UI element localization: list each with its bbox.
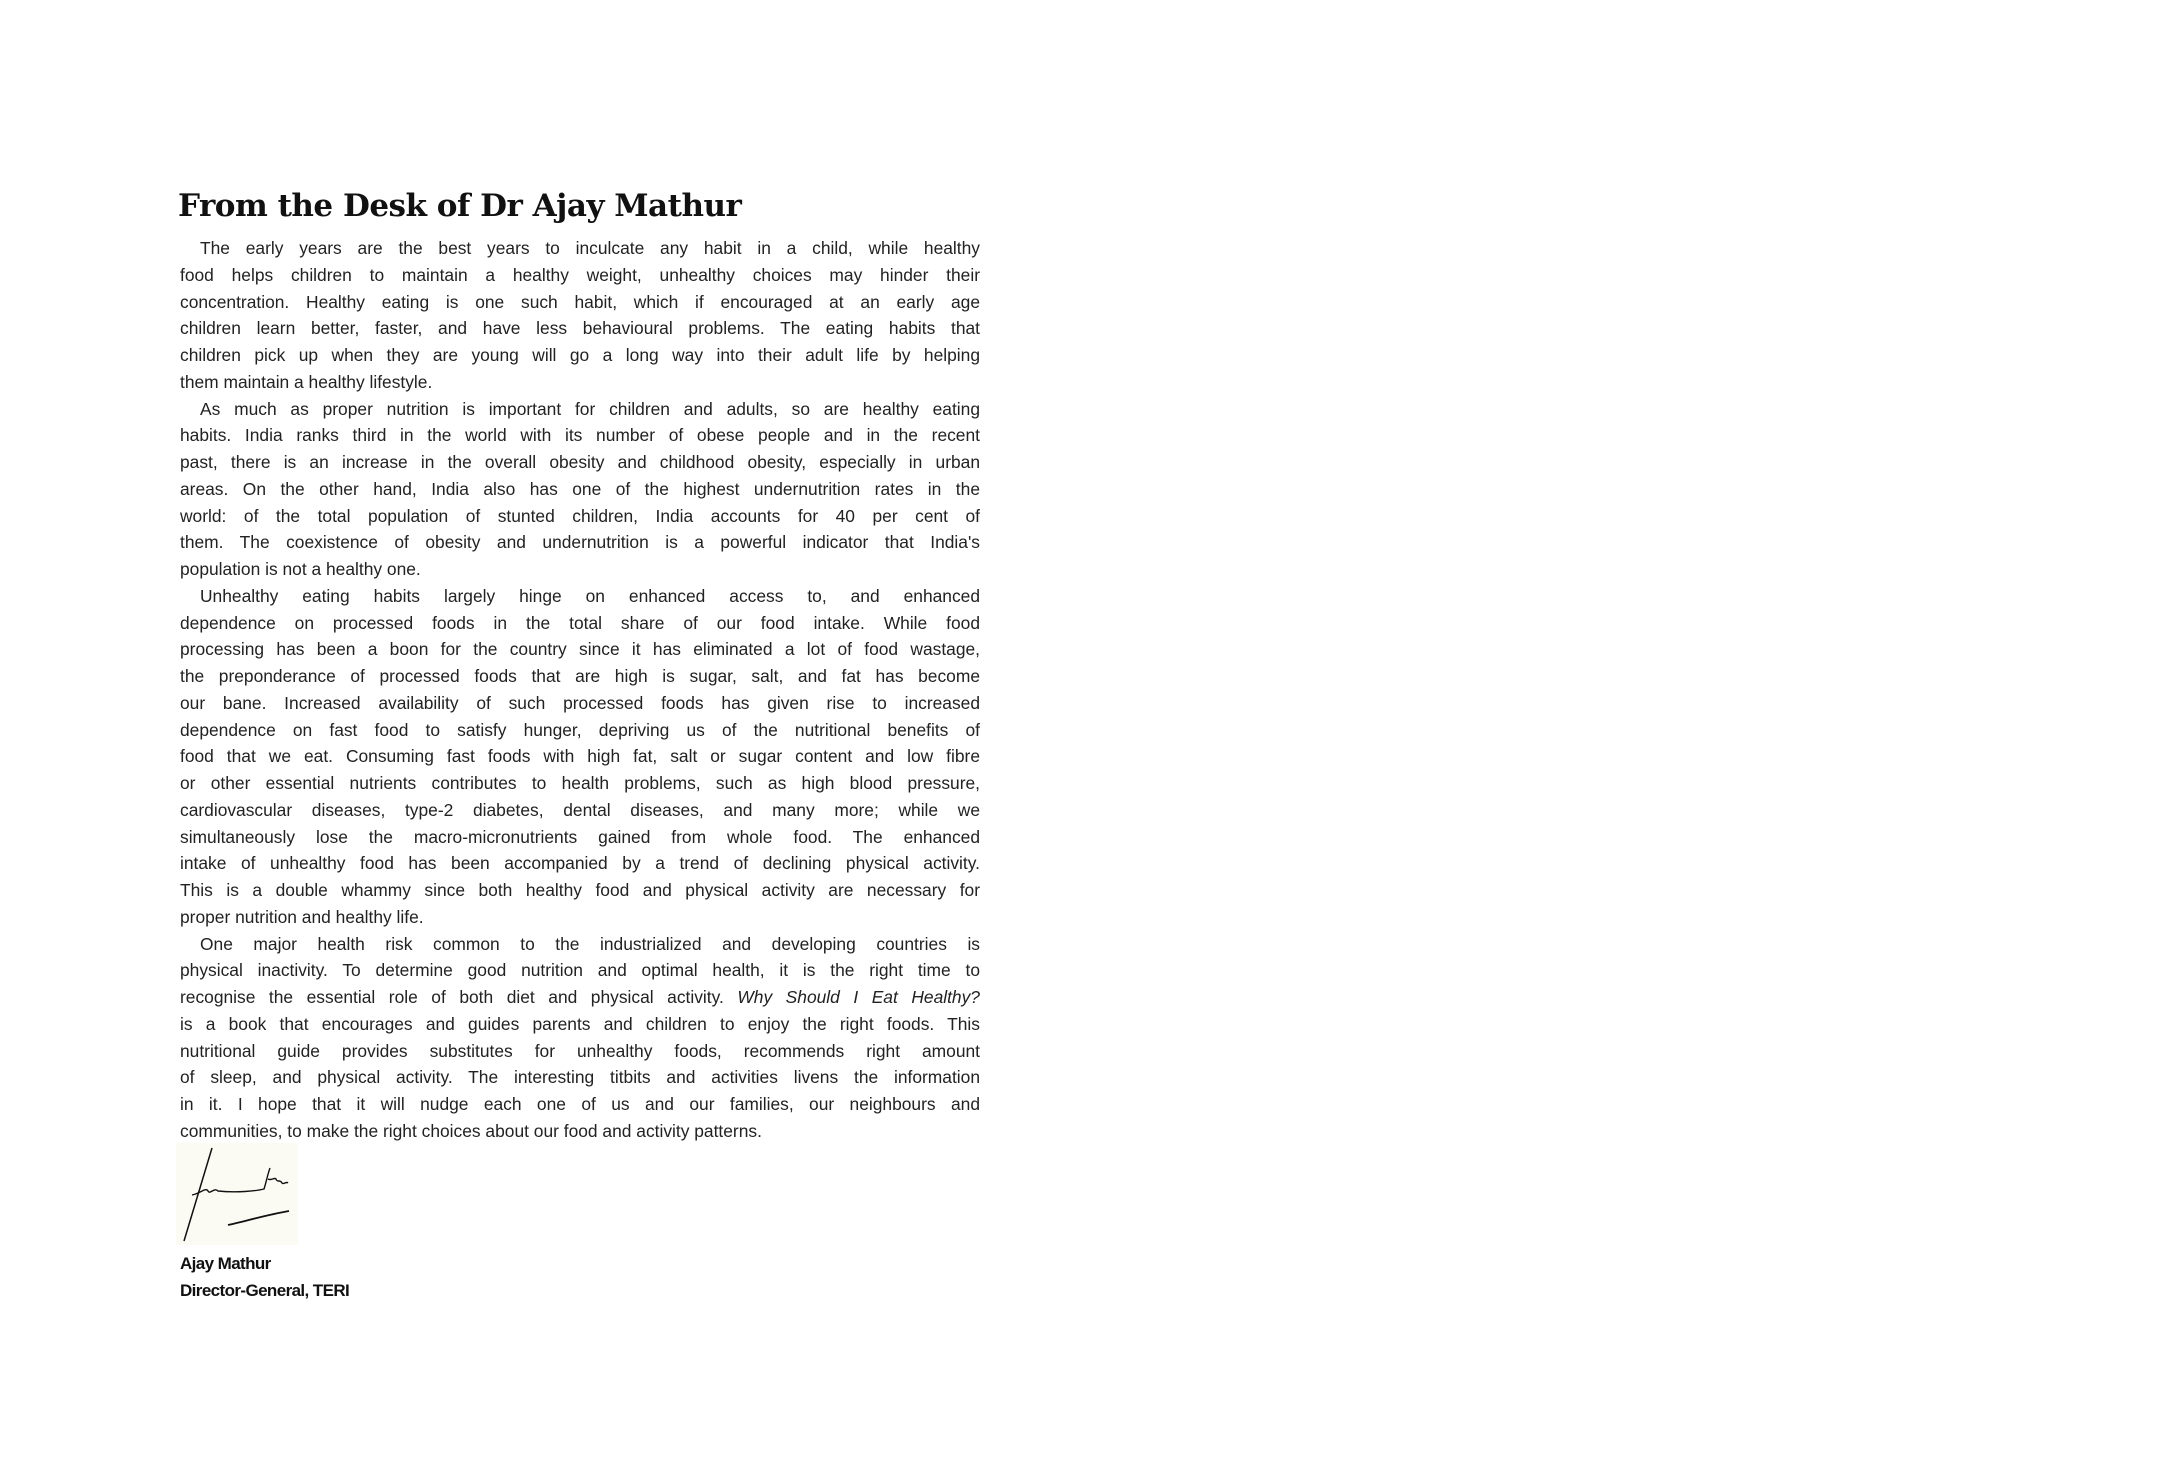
signatory-title: Director-General, TERI (180, 1281, 350, 1300)
text-line: children pick up when they are young will go a long way into their adult life by helping (180, 345, 980, 365)
text-line: them maintain a healthy lifestyle. (180, 371, 433, 392)
text-line (180, 984, 980, 1011)
text-line: our bane. Increased availability of such processed foods has given rise to increased (180, 692, 980, 713)
handwritten-signature-icon (176, 1143, 298, 1245)
text-line: world: of the total population of stunted children, India accounts for 40 per cent of (180, 505, 980, 526)
text-line: or other essential nutrients contributes to health problems, such as high blood pressure, (180, 773, 980, 793)
signature-image (176, 1143, 298, 1245)
text-line: dependence on processed foods in the total share of our food intake. While food (180, 612, 980, 633)
book-title: Why Should I Eat Healthy? (737, 987, 980, 1007)
text-line: children learn better, faster, and have less behavioural problems. The eating habits that (180, 318, 980, 339)
letter-body (180, 235, 980, 1145)
text-line: communities, to make the right choices about our food and activity patterns. (180, 1120, 762, 1141)
text-line: The early years are the best years to inculcate any habit in a child, while healthy (200, 238, 980, 258)
text-line: nutritional guide provides substitutes for unhealthy foods, recommends right amount (180, 1040, 980, 1061)
text-line: them. The coexistence of obesity and undernutrition is a powerful indicator that India's (180, 532, 980, 553)
text-line: processing has been a boon for the country since it has eliminated a lot of food wastage, (180, 639, 980, 660)
text-line: proper nutrition and healthy life. (180, 906, 424, 927)
text-line: One major health risk common to the industrialized and developing countries is (200, 933, 980, 954)
text-line: habits. India ranks third in the world with its number of obese people and in the recent (180, 425, 980, 446)
text-line: cardiovascular diseases, type-2 diabetes, dental diseases, and many more; while we (180, 799, 980, 820)
text-line: concentration. Healthy eating is one such habit, which if encouraged at an early age (180, 291, 980, 312)
text-line: in it. I hope that it will nudge each one of us and our families, our neighbours and (180, 1094, 980, 1114)
text-line: is a book that encourages and guides parents and children to enjoy the right foods. This (180, 1013, 980, 1034)
signatory-name: Ajay Mathur (180, 1254, 271, 1273)
text-line: This is a double whammy since both healthy food and physical activity are necessary for (180, 880, 980, 900)
text-line: past, there is an increase in the overall obesity and childhood obesity, especially in urban (180, 452, 980, 472)
text-line: physical inactivity. To determine good nutrition and optimal health, it is the right time to (180, 960, 980, 981)
text-line: food that we eat. Consuming fast foods with high fat, salt or sugar content and low fibre (180, 746, 980, 767)
text-line: food helps children to maintain a healthy weight, unhealthy choices may hinder their (180, 264, 980, 285)
text-line: of sleep, and physical activity. The interesting titbits and activities livens the information (180, 1067, 980, 1088)
text-line: the preponderance of processed foods that are high is sugar, salt, and fat has become (180, 666, 980, 686)
text-line: simultaneously lose the macro-micronutrients gained from whole food. The enhanced (180, 826, 980, 847)
text-line: intake of unhealthy food has been accompanied by a trend of declining physical activity. (180, 853, 980, 874)
text-line: As much as proper nutrition is important for children and adults, so are healthy eating (200, 398, 980, 419)
page-title: From the Desk of Dr Ajay Mathur (178, 188, 742, 224)
text-line: dependence on fast food to satisfy hunger, depriving us of the nutritional benefits of (180, 719, 980, 740)
text-line: areas. On the other hand, India also has one of the highest undernutrition rates in the (180, 478, 980, 499)
text-line: population is not a healthy one. (180, 559, 421, 579)
text-segment: recognise the essential role of both diet and physical activity. (180, 987, 738, 1007)
text-line: Unhealthy eating habits largely hinge on enhanced access to, and enhanced (200, 585, 980, 606)
